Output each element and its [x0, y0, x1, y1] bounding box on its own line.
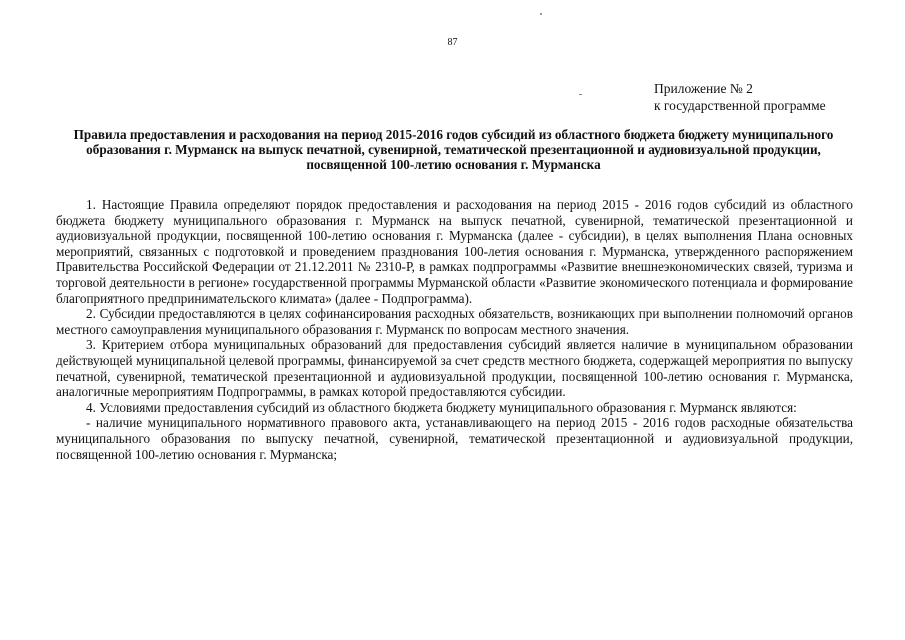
paragraph-2: 2. Субсидии предоставляются в целях софинансирования расходных обязательств, возникающих при выполнении полномочий органов местного самоуправления муниципального образования г. Мурманск по вопросам местного значения.: [56, 306, 853, 337]
appendix-block: [654, 80, 826, 114]
document-title: Правила предоставления и расходования на период 2015-2016 годов субсидий из областного бюджета бюджету муниципального образования г. Мурманск на выпуск печатной, сувенирной, тематической презентационной и аудиовизуальной продукции, посвященной 100-летию основания г. Мурманска: [73, 127, 834, 173]
paragraph-4: 4. Условиями предоставления субсидий из областного бюджета бюджету муниципального образования г. Мурманск являются:: [86, 399, 797, 415]
appendix-number: Приложение № 2: [654, 81, 753, 96]
appendix-reference: к государственной программе: [654, 98, 826, 113]
paragraph-4-condition-1: - наличие муниципального нормативного правового акта, устанавливающего на период 2015 - 2016 годов расходные обязательства муниципального образования по выпуску печатной, сувенирной, тематической презентационной и аудиовизуальной продукции, посвященной 100-летию основания г. Мурманска;: [56, 415, 853, 462]
page-number: 87: [447, 37, 458, 48]
scan-speck: [579, 94, 582, 95]
paragraph-1: 1. Настоящие Правила определяют порядок предоставления и расходования на период 2015 - 2016 годов субсидий из областного бюджета бюджету муниципального образования г. Мурманск на выпуск печатной, сувенирной, тематической презентационной и аудиовизуальной продукции, посвященной 100-летию основания г. Мурманска (далее - субсидии), в целях выполнения Плана основных мероприятий, связанных с подготовкой и проведением празднования 100-летия основания г. Мурманска, утвержденного распоряжением Правительства Российской Федерации от 21.12.2011 № 2310-Р, в рамках подпрограммы «Развитие внешнеэкономических связей, туризма и торговой деятельности в регионе» государственной программы Мурманской области «Развитие экономического потенциала и формирование благоприятного предпринимательского климата» (далее - Подпрограмма).: [56, 197, 853, 306]
paragraph-3: 3. Критерием отбора муниципальных образований для предоставления субсидий является наличие в муниципальном образовании действующей муниципальной целевой программы, финансируемой за счет средств местного бюджета, содержащей мероприятия по выпуску печатной, сувенирной, тематической презентационной и аудиовизуальной продукции, посвященной 100-летию основания г. Мурманска, аналогичные мероприятиям Подпрограммы, в рамках которой предоставляются субсидии.: [56, 337, 853, 400]
scan-speck: [540, 13, 542, 15]
document-body: [56, 197, 853, 462]
